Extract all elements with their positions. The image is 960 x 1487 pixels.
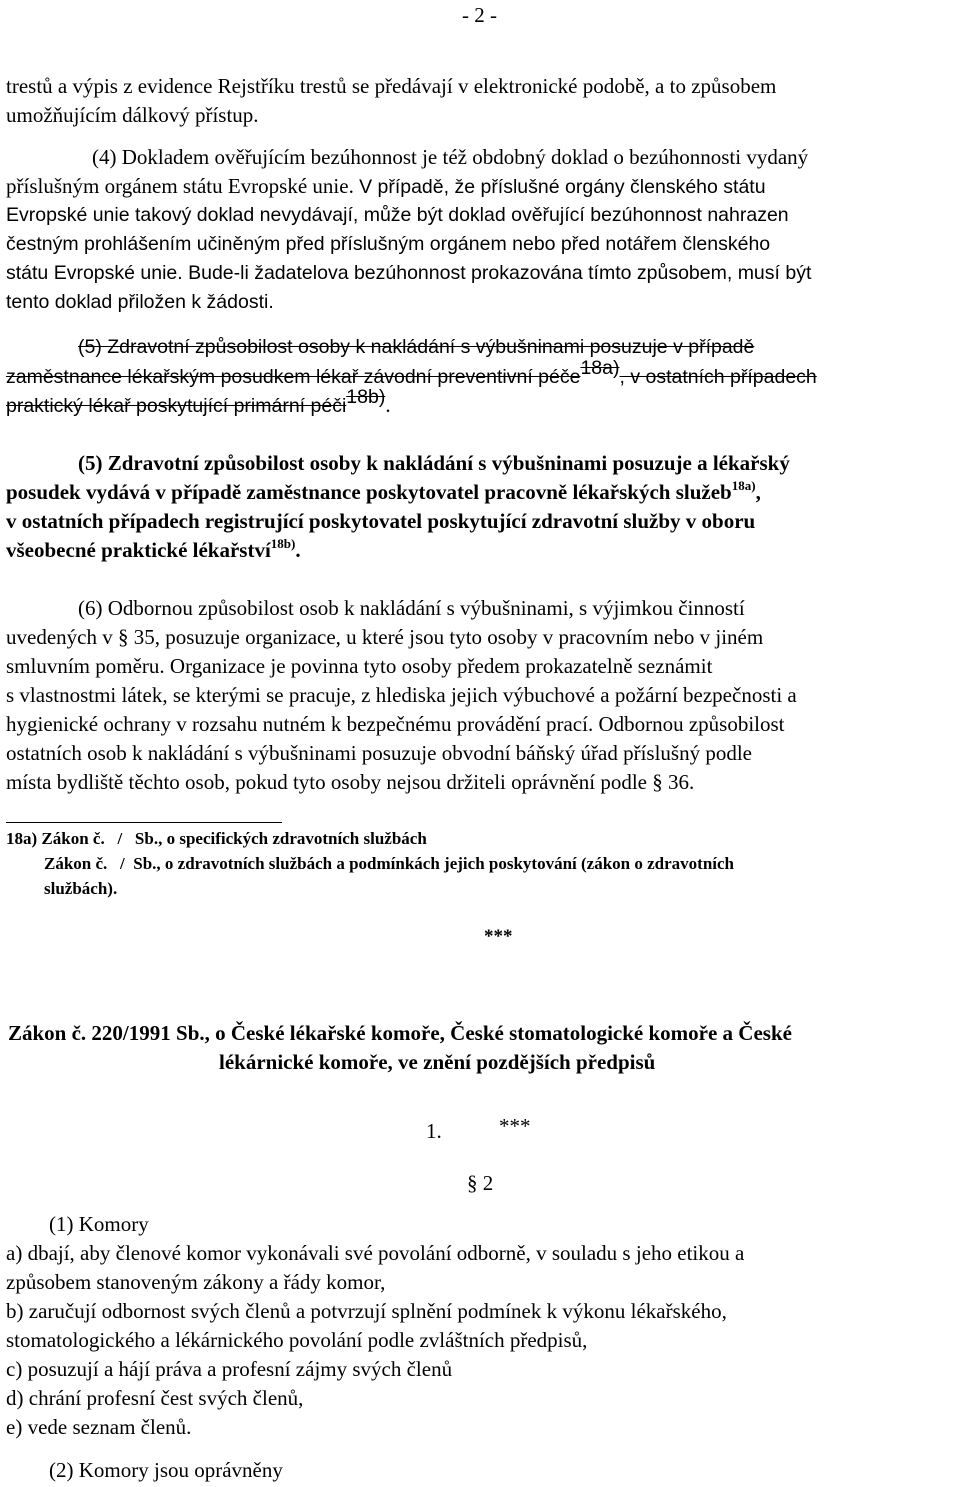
text-line: v ostatních případech registrující poskytovatel poskytující zdravotní služby v oboru (6, 509, 756, 533)
footnote: Zákon č. / Sb., o zdravotních službách a podmínkách jejich poskytování (zákon o zdravotních (44, 854, 735, 873)
text-line: místa bydliště těchto osob, pokud tyto osoby nejsou držiteli oprávnění podle § 36. (6, 770, 695, 794)
text-segment: posudek vydává v případě zaměstnance poskytovatel pracovně lékařských služeb (6, 480, 732, 504)
text-segment: zaměstnance lékařským posudkem lékař závodní preventivní péče (6, 366, 581, 388)
item-number: 1. (426, 1119, 442, 1143)
text-line: smluvním poměru. Organizace je povinna tyto osoby předem prokazatelně seznámit (6, 654, 713, 678)
page-number: - 2 - (462, 3, 497, 27)
text-line: Zákon č. 220/1991 Sb., o České lékařské komoře, České stomatologické komoře a České (8, 1021, 792, 1045)
text-line: umožňujícím dálkový přístup. (6, 103, 259, 127)
text-line: (5) Zdravotní způsobilost osoby k nakládání s výbušninami posuzuje a lékařský (78, 451, 790, 475)
text-line: (6) Odbornou způsobilost osob k nakládání s výbušninami, s výjimkou činností (78, 596, 745, 620)
text-line: tento doklad přiložen k žádosti. (6, 291, 274, 313)
text-line (6, 357, 817, 391)
separator-asterisks: *** (499, 1114, 531, 1138)
footnote-ref: 18b) (270, 536, 296, 551)
text-segment: . (295, 538, 301, 562)
text-line: hygienické ochrany v rozsahu nutném k bezpečnému provádění prací. Odbornou způsobilost (6, 712, 785, 736)
footnote-ref: 18a) (731, 478, 756, 493)
text-line: Evropské unie takový doklad nevydávají, může být doklad ověřující bezúhonnost nahrazen (6, 204, 789, 226)
text-line: stomatologického a lékárnického povolání podle zvláštních předpisů, (6, 1328, 588, 1352)
text-line: b) zaručují odbornost svých členů a potvrzují splnění podmínek k výkonu lékařského, (6, 1299, 727, 1323)
text-line: státu Evropské unie. Bude-li žadatelova bezúhonnost prokazována tímto způsobem, musí být (6, 262, 812, 284)
footnote-ref: 18b) (346, 386, 386, 408)
text-line: způsobem stanoveným zákony a řády komor, (6, 1270, 386, 1294)
text-line: (4) Dokladem ověřujícím bezúhonnost je též obdobný doklad o bezúhonnosti vydaný (92, 145, 809, 169)
text-segment: . (385, 393, 391, 417)
text-line (6, 386, 391, 420)
text-line: ostatních osob k nakládání s výbušninami posuzuje obvodní báňský úřad příslušný podle (6, 741, 752, 765)
footnote: službách). (44, 879, 118, 898)
footnote-separator (6, 822, 282, 823)
text-line: trestů a výpis z evidence Rejstříku trestů se předávají v elektronické podobě, a to způsobem (6, 74, 777, 98)
text-line: s vlastnostmi látek, se kterými se pracuje, z hlediska jejich výbuchové a požární bezpečnosti a (6, 683, 797, 707)
text-line: uvedených v § 35, posuzuje organizace, u které jsou tyto osoby v pracovním nebo v jiném (6, 625, 764, 649)
text-line: lékárnické komoře, ve znění pozdějších předpisů (219, 1050, 656, 1074)
text-segment: V případě, že příslušné orgány členského státu (359, 176, 766, 198)
separator-asterisks: *** (484, 926, 513, 947)
text-line (6, 536, 301, 565)
text-line: c) posuzují a hájí práva a profesní zájmy svých členů (6, 1357, 453, 1381)
text-segment: , v ostatních případech (619, 366, 817, 388)
text-line: e) vede seznam členů. (6, 1415, 192, 1439)
text-line: d) chrání profesní čest svých členů, (6, 1386, 304, 1410)
footnote-ref: 18a) (580, 357, 620, 379)
text-line: čestným prohlášením učiněným před příslušným orgánem nebo před notářem členského (6, 233, 771, 255)
text-segment: , (755, 480, 761, 504)
text-line: (5) Zdravotní způsobilost osoby k nakládání s výbušninami posuzuje v případě (78, 336, 755, 358)
footnote: 18a) Zákon č. / Sb., o specifických zdravotních službách (6, 829, 427, 848)
text-segment: praktický lékař poskytující primární péči (6, 395, 347, 417)
text-segment: příslušným orgánem státu Evropské unie. (6, 174, 354, 198)
text-line (6, 172, 766, 201)
text-segment: všeobecné praktické lékařství (6, 538, 271, 562)
text-line (6, 478, 761, 507)
text-line: a) dbají, aby členové komor vykonávali své povolání odborně, v souladu s jeho etikou a (6, 1241, 745, 1265)
text-line: (2) Komory jsou oprávněny (49, 1458, 283, 1482)
text-line: (1) Komory (49, 1212, 149, 1236)
section-heading: § 2 (467, 1171, 494, 1195)
